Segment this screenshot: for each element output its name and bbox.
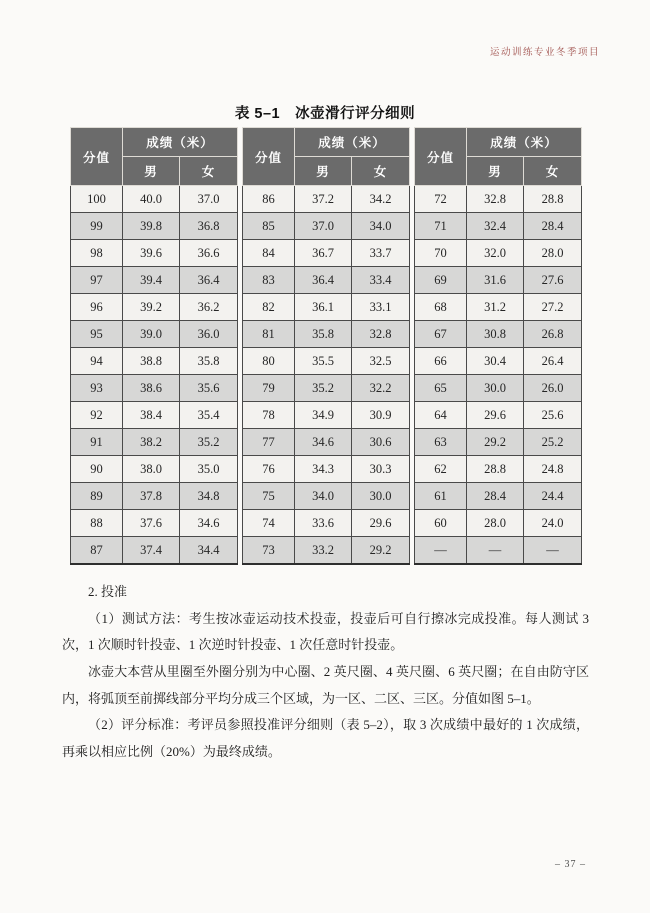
table-row <box>71 294 238 321</box>
table-cell: 30.3 <box>352 456 410 483</box>
table-cell: 26.4 <box>524 348 582 375</box>
table-cell: 24.8 <box>524 456 582 483</box>
table-cell: 98 <box>71 240 123 267</box>
table-cell: 67 <box>415 321 467 348</box>
table-cell: 96 <box>71 294 123 321</box>
column-header-male: 男 <box>295 157 352 186</box>
section-heading: 2. 投准 <box>88 584 128 599</box>
table-row <box>71 402 238 429</box>
table-row <box>71 321 238 348</box>
table-cell: 35.5 <box>295 348 352 375</box>
table-cell: 30.4 <box>467 348 524 375</box>
table-cell: 29.6 <box>467 402 524 429</box>
table-cell: 36.8 <box>180 213 238 240</box>
table-cell: 29.2 <box>467 429 524 456</box>
table-cell: 28.4 <box>524 213 582 240</box>
table-cell: 93 <box>71 375 123 402</box>
table-row <box>415 456 582 483</box>
table-row <box>415 213 582 240</box>
table-cell: 85 <box>243 213 295 240</box>
table-row <box>243 321 410 348</box>
table-row <box>415 537 582 565</box>
table-row <box>71 456 238 483</box>
table-cell: 36.7 <box>295 240 352 267</box>
table-cell: 25.6 <box>524 402 582 429</box>
table-row <box>415 429 582 456</box>
table-cell: 65 <box>415 375 467 402</box>
page-number: – 37 – <box>555 859 586 870</box>
scoring-table-group-3 <box>414 127 582 565</box>
table-cell: 27.2 <box>524 294 582 321</box>
table-cell: 60 <box>415 510 467 537</box>
table-cell: 94 <box>71 348 123 375</box>
table-row <box>243 456 410 483</box>
column-header-male: 男 <box>467 157 524 186</box>
table-cell: 83 <box>243 267 295 294</box>
table-cell: 28.8 <box>467 456 524 483</box>
table-row <box>415 510 582 537</box>
table-row <box>243 240 410 267</box>
table-cell: 24.4 <box>524 483 582 510</box>
table-cell: 39.8 <box>123 213 180 240</box>
table-row <box>243 348 410 375</box>
table-cell: 77 <box>243 429 295 456</box>
table-cell: 37.2 <box>295 186 352 213</box>
table-cell: 100 <box>71 186 123 213</box>
table-cell: — <box>524 537 582 565</box>
table-cell: 82 <box>243 294 295 321</box>
table-row <box>71 537 238 565</box>
table-cell: 37.0 <box>180 186 238 213</box>
table-cell: 30.8 <box>467 321 524 348</box>
table-cell: 39.2 <box>123 294 180 321</box>
table-cell: 71 <box>415 213 467 240</box>
table-cell: 29.2 <box>352 537 410 565</box>
table-cell: 27.6 <box>524 267 582 294</box>
table-cell: 30.0 <box>467 375 524 402</box>
table-row <box>71 240 238 267</box>
table-cell: 68 <box>415 294 467 321</box>
table-cell: 92 <box>71 402 123 429</box>
table-cell: 31.2 <box>467 294 524 321</box>
table-cell: 97 <box>71 267 123 294</box>
table-cell: 35.4 <box>180 402 238 429</box>
table-cell: 38.6 <box>123 375 180 402</box>
table-cell: 24.0 <box>524 510 582 537</box>
table-row <box>415 348 582 375</box>
table-cell: 34.8 <box>180 483 238 510</box>
table-cell: 88 <box>71 510 123 537</box>
table-cell: 86 <box>243 186 295 213</box>
table-cell: 28.0 <box>524 240 582 267</box>
table-cell: 39.0 <box>123 321 180 348</box>
table-cell: 33.2 <box>295 537 352 565</box>
table-cell: 87 <box>71 537 123 565</box>
table-row <box>415 294 582 321</box>
table-cell: 30.6 <box>352 429 410 456</box>
table-cell: 35.0 <box>180 456 238 483</box>
paragraph-scoring-standard: （2）评分标准：考评员参照投准评分细则（表 5–2），取 3 次成绩中最好的 1 次成绩，再乘以相应比例（20%）为最终成绩。 <box>62 717 589 759</box>
table-cell: 75 <box>243 483 295 510</box>
table-cell: 76 <box>243 456 295 483</box>
table-row <box>415 402 582 429</box>
table-cell: 30.9 <box>352 402 410 429</box>
table-cell: 64 <box>415 402 467 429</box>
column-header-male: 男 <box>123 157 180 186</box>
table-cell: 61 <box>415 483 467 510</box>
table-row <box>243 429 410 456</box>
table-row <box>243 537 410 565</box>
table-row <box>243 213 410 240</box>
column-header-score: 分值 <box>243 128 295 186</box>
table-cell: 73 <box>243 537 295 565</box>
table-row <box>415 321 582 348</box>
table-cell: 40.0 <box>123 186 180 213</box>
table-cell: 37.4 <box>123 537 180 565</box>
column-header-score: 分值 <box>71 128 123 186</box>
table-cell: 74 <box>243 510 295 537</box>
table-row <box>415 375 582 402</box>
table-cell: 34.6 <box>180 510 238 537</box>
table-cell: 69 <box>415 267 467 294</box>
table-cell: 35.2 <box>180 429 238 456</box>
table-cell: 32.5 <box>352 348 410 375</box>
table-cell: 36.1 <box>295 294 352 321</box>
table-title: 表 5–1 冰壶滑行评分细则 <box>234 106 416 122</box>
table-cell: 35.8 <box>295 321 352 348</box>
table-cell: 35.8 <box>180 348 238 375</box>
table-cell: 33.4 <box>352 267 410 294</box>
table-cell: 34.0 <box>352 213 410 240</box>
table-cell: 39.6 <box>123 240 180 267</box>
table-row <box>71 375 238 402</box>
table-cell: 39.4 <box>123 267 180 294</box>
table-cell: 34.3 <box>295 456 352 483</box>
table-row <box>415 186 582 213</box>
table-cell: 34.2 <box>352 186 410 213</box>
table-cell: 33.1 <box>352 294 410 321</box>
table-cell: 32.0 <box>467 240 524 267</box>
table-cell: 25.2 <box>524 429 582 456</box>
table-row <box>71 348 238 375</box>
table-cell: 63 <box>415 429 467 456</box>
table-cell: 28.0 <box>467 510 524 537</box>
table-cell: 30.0 <box>352 483 410 510</box>
table-cell: 72 <box>415 186 467 213</box>
paragraph-house-zones: 冰壶大本营从里圈至外圈分别为中心圈、2 英尺圈、4 英尺圈、6 英尺圈；在自由防守区内，将弧顶至前掷线部分平均分成三个区域，为一区、二区、三区。分值如图 5–1。 <box>62 663 589 706</box>
table-cell: 28.4 <box>467 483 524 510</box>
scoring-table-group-2 <box>242 127 410 565</box>
table-cell: 90 <box>71 456 123 483</box>
table-cell: 36.6 <box>180 240 238 267</box>
table-cell: 80 <box>243 348 295 375</box>
table-cell: 35.6 <box>180 375 238 402</box>
table-row <box>71 267 238 294</box>
table-row <box>415 483 582 510</box>
table-row <box>71 186 238 213</box>
table-row <box>243 402 410 429</box>
table-cell: 91 <box>71 429 123 456</box>
table-cell: 36.2 <box>180 294 238 321</box>
table-cell: 99 <box>71 213 123 240</box>
column-header-female: 女 <box>524 157 582 186</box>
table-cell: 28.8 <box>524 186 582 213</box>
scoring-table <box>70 127 578 565</box>
table-cell: 38.8 <box>123 348 180 375</box>
table-cell: — <box>467 537 524 565</box>
column-header-female: 女 <box>352 157 410 186</box>
table-row <box>243 294 410 321</box>
table-cell: 38.0 <box>123 456 180 483</box>
table-row <box>71 213 238 240</box>
table-cell: 84 <box>243 240 295 267</box>
table-row <box>415 240 582 267</box>
table-cell: 33.6 <box>295 510 352 537</box>
body-text <box>62 579 589 765</box>
table-cell: 32.8 <box>352 321 410 348</box>
table-cell: 37.8 <box>123 483 180 510</box>
table-cell: 38.4 <box>123 402 180 429</box>
paragraph-test-method: （1）测试方法：考生按冰壶运动技术投壶，投壶后可自行擦冰完成投准。每人测试 3 次，1 次顺时针投壶、1 次逆时针投壶、1 次任意时针投壶。 <box>62 610 589 653</box>
table-cell: 31.6 <box>467 267 524 294</box>
table-row <box>71 510 238 537</box>
table-cell: 81 <box>243 321 295 348</box>
column-header-female: 女 <box>180 157 238 186</box>
table-cell: 36.0 <box>180 321 238 348</box>
table-cell: 35.2 <box>295 375 352 402</box>
column-header-result: 成绩（米） <box>123 128 238 157</box>
table-cell: 78 <box>243 402 295 429</box>
table-cell: 37.0 <box>295 213 352 240</box>
table-cell: 37.6 <box>123 510 180 537</box>
table-cell: 34.6 <box>295 429 352 456</box>
column-header-result: 成绩（米） <box>295 128 410 157</box>
table-cell: 34.9 <box>295 402 352 429</box>
table-row <box>243 267 410 294</box>
running-header: 运动训练专业冬季项目 <box>489 48 600 58</box>
table-row <box>243 375 410 402</box>
scoring-table-group-1 <box>70 127 238 565</box>
table-row <box>243 483 410 510</box>
table-cell: 33.7 <box>352 240 410 267</box>
table-cell: 36.4 <box>180 267 238 294</box>
table-cell: 89 <box>71 483 123 510</box>
table-row <box>243 186 410 213</box>
table-cell: 32.2 <box>352 375 410 402</box>
table-cell: 36.4 <box>295 267 352 294</box>
table-cell: 32.4 <box>467 213 524 240</box>
table-cell: 34.0 <box>295 483 352 510</box>
column-header-score: 分值 <box>415 128 467 186</box>
table-row <box>71 429 238 456</box>
table-cell: 79 <box>243 375 295 402</box>
table-cell: 34.4 <box>180 537 238 565</box>
table-row <box>415 267 582 294</box>
column-header-result: 成绩（米） <box>467 128 582 157</box>
table-cell: 32.8 <box>467 186 524 213</box>
table-row <box>71 483 238 510</box>
table-cell: 26.0 <box>524 375 582 402</box>
table-cell: — <box>415 537 467 565</box>
table-cell: 70 <box>415 240 467 267</box>
table-cell: 29.6 <box>352 510 410 537</box>
table-cell: 95 <box>71 321 123 348</box>
table-cell: 62 <box>415 456 467 483</box>
table-cell: 66 <box>415 348 467 375</box>
table-cell: 38.2 <box>123 429 180 456</box>
table-cell: 26.8 <box>524 321 582 348</box>
table-row <box>243 510 410 537</box>
